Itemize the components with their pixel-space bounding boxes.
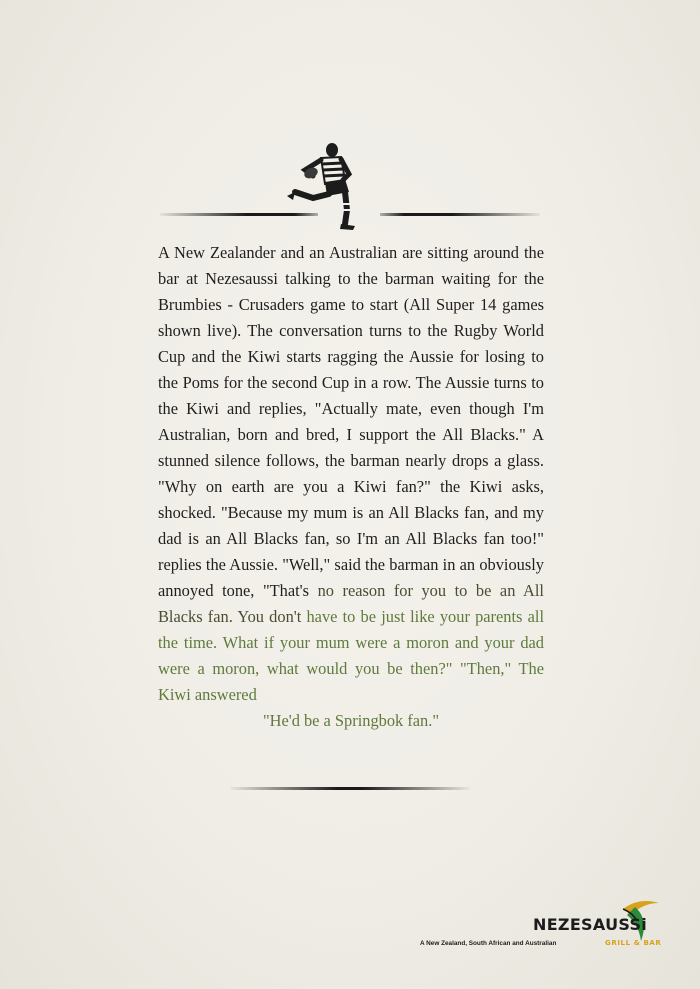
joke-story	[158, 240, 544, 734]
top-divider-left	[160, 213, 318, 216]
brand-subtitle: GRILL & BAR	[605, 939, 662, 947]
bottom-divider	[230, 787, 470, 790]
brand-name: NEZESAUSSi	[533, 915, 648, 934]
story-text-dark: A New Zealander and an Australian are sitting around the bar at Nezesaussi talking to the barman waiting for the Brumbies - Crusaders game to start (All Super 14 games shown live). The conversation turns to the Rugby World Cup and the Kiwi starts ragging the Aussie for losing to the Poms for the second Cup in a row. The Aussie turns to the Kiwi and replies, "Actually mate, even though I'm Australian, born and bred, I support the All Blacks." A stunned silence follows, the barman nearly drops a glass. "Why on earth are you a Kiwi fan?" the Kiwi asks, shocked. "Because my mum is an All Blacks fan, and my dad is an All Blacks fan, so I'm an All Blacks fan too!" replies the Aussie. "Well," said the barman in an obviously annoyed tone, "That's	[158, 243, 544, 600]
rugby-player-icon	[283, 140, 369, 232]
story-paragraph	[158, 240, 544, 708]
brand-tagline: A New Zealand, South African and Australian	[420, 940, 557, 947]
story-text-transition: no reason for you to be an All Blacks fan. You don't	[158, 581, 544, 626]
story-punchline: "He'd be a Springbok fan."	[262, 711, 440, 730]
story-text-green: have to be just like your parents all the time. What if your mum were a moron and your dad were a moron, what would you be then?" "Then," The Kiwi answered	[158, 607, 544, 704]
brand-logo	[420, 895, 670, 955]
top-divider-right	[380, 213, 540, 216]
